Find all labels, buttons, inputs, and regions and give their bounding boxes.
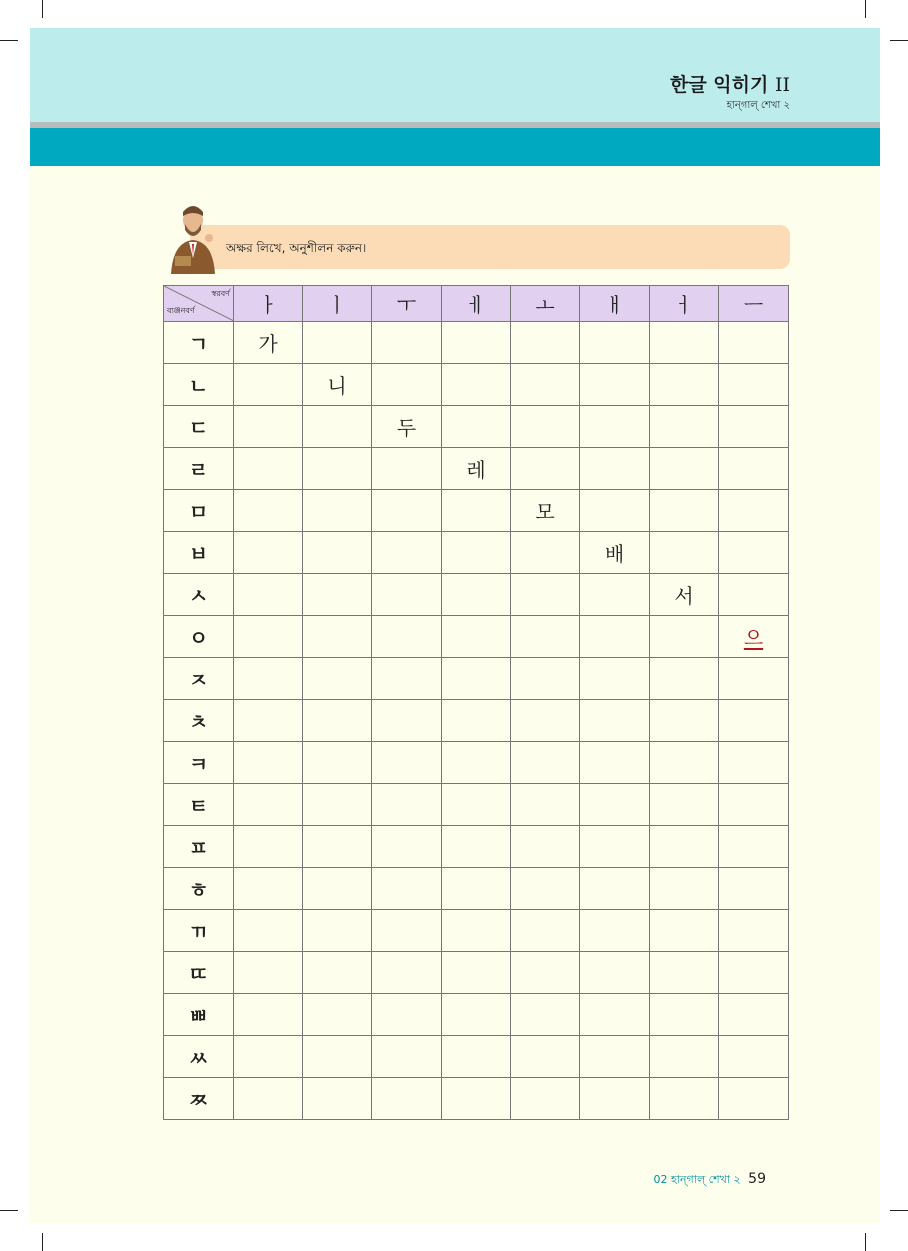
practice-cell[interactable] (580, 742, 650, 784)
practice-cell[interactable] (719, 322, 789, 364)
practice-cell[interactable] (372, 448, 442, 490)
table-row (164, 490, 789, 532)
consonant-cell: ㅉ (164, 1078, 234, 1120)
vowel-header-cell: ㅗ (511, 286, 580, 322)
header-band (30, 28, 880, 122)
section-band (30, 128, 880, 166)
practice-grid (163, 285, 789, 1120)
practice-cell[interactable] (234, 616, 303, 658)
table-row (164, 532, 789, 574)
practice-cell[interactable] (303, 1036, 372, 1078)
practice-cell[interactable] (372, 658, 442, 700)
practice-cell[interactable] (580, 700, 650, 742)
practice-cell[interactable] (303, 784, 372, 826)
practice-cell[interactable] (650, 742, 719, 784)
consonant-cell: ㅋ (164, 742, 234, 784)
practice-cell[interactable] (719, 784, 789, 826)
practice-cell[interactable] (303, 448, 372, 490)
practice-cell[interactable] (303, 868, 372, 910)
practice-cell[interactable] (580, 868, 650, 910)
practice-cell[interactable] (650, 658, 719, 700)
table-row (164, 826, 789, 868)
consonant-cell: ㅍ (164, 826, 234, 868)
practice-cell[interactable] (234, 658, 303, 700)
practice-cell[interactable] (511, 952, 580, 994)
table-row (164, 616, 789, 658)
practice-cell[interactable] (650, 784, 719, 826)
consonant-cell: ㄷ (164, 406, 234, 448)
practice-cell[interactable] (650, 1078, 719, 1120)
practice-cell[interactable] (511, 616, 580, 658)
practice-cell[interactable] (303, 742, 372, 784)
practice-cell[interactable] (650, 322, 719, 364)
practice-cell[interactable] (511, 658, 580, 700)
practice-cell[interactable] (234, 910, 303, 952)
practice-cell[interactable] (234, 574, 303, 616)
practice-cell[interactable] (650, 700, 719, 742)
consonant-cell: ㅃ (164, 994, 234, 1036)
table-row (164, 658, 789, 700)
practice-cell[interactable] (234, 952, 303, 994)
vowel-header-cell: ㅡ (719, 286, 789, 322)
practice-cell[interactable] (650, 448, 719, 490)
practice-cell[interactable] (303, 1078, 372, 1120)
practice-cell[interactable] (442, 448, 511, 490)
consonant-cell: ㄲ (164, 910, 234, 952)
consonant-cell: ㅌ (164, 784, 234, 826)
practice-cell[interactable] (719, 364, 789, 406)
practice-cell[interactable] (303, 616, 372, 658)
practice-cell[interactable] (719, 742, 789, 784)
practice-cell[interactable] (372, 784, 442, 826)
page-footer (654, 1171, 766, 1190)
practice-cell[interactable] (303, 490, 372, 532)
practice-cell[interactable] (303, 532, 372, 574)
practice-cell[interactable] (719, 1078, 789, 1120)
practice-cell[interactable] (580, 1078, 650, 1120)
table-row (164, 1036, 789, 1078)
practice-cell[interactable] (719, 490, 789, 532)
practice-cell[interactable] (234, 994, 303, 1036)
practice-cell[interactable] (511, 322, 580, 364)
practice-cell[interactable] (511, 1078, 580, 1120)
crop-mark (42, 1233, 43, 1251)
practice-cell[interactable] (234, 868, 303, 910)
table-row (164, 742, 789, 784)
table-row (164, 952, 789, 994)
practice-cell[interactable] (234, 406, 303, 448)
practice-cell[interactable] (719, 1036, 789, 1078)
footer-section: 02 হান্গাল্ শেখা ২ (653, 1173, 741, 1186)
practice-cell[interactable] (511, 364, 580, 406)
practice-cell[interactable] (234, 1078, 303, 1120)
practice-cell[interactable] (719, 910, 789, 952)
crop-mark (0, 1210, 18, 1211)
practice-cell[interactable] (442, 826, 511, 868)
syllable-example: 모 (535, 500, 555, 524)
practice-cell[interactable] (580, 532, 650, 574)
vowel-header-cell: ㅔ (442, 286, 511, 322)
practice-cell[interactable] (580, 994, 650, 1036)
page-title-korean: 한글 익히기 (669, 74, 769, 96)
practice-cell[interactable] (442, 868, 511, 910)
practice-cell[interactable] (372, 364, 442, 406)
crop-mark (865, 0, 866, 18)
practice-cell[interactable] (372, 910, 442, 952)
practice-cell[interactable] (303, 406, 372, 448)
syllable-example: 니 (327, 374, 347, 398)
crop-mark (865, 1233, 866, 1251)
practice-cell[interactable] (442, 658, 511, 700)
practice-cell[interactable] (372, 994, 442, 1036)
practice-cell[interactable] (442, 700, 511, 742)
table-row (164, 1078, 789, 1120)
practice-cell[interactable] (511, 868, 580, 910)
practice-cell[interactable] (442, 364, 511, 406)
practice-cell[interactable] (580, 490, 650, 532)
practice-cell[interactable] (650, 532, 719, 574)
page-title-roman: II (774, 74, 790, 96)
consonant-cell: ㄹ (164, 448, 234, 490)
practice-cell[interactable] (442, 994, 511, 1036)
practice-cell[interactable] (719, 448, 789, 490)
consonant-cell: ㅎ (164, 868, 234, 910)
practice-cell[interactable] (719, 826, 789, 868)
practice-cell[interactable] (234, 700, 303, 742)
practice-cell[interactable] (303, 658, 372, 700)
syllable-example: 두 (396, 416, 417, 440)
practice-cell[interactable] (234, 826, 303, 868)
table-row (164, 448, 789, 490)
practice-cell[interactable] (650, 910, 719, 952)
practice-cell[interactable] (511, 700, 580, 742)
practice-cell[interactable] (372, 532, 442, 574)
syllable-example: 서 (674, 584, 694, 608)
practice-cell[interactable] (719, 952, 789, 994)
table-corner (164, 286, 234, 322)
consonant-cell: ㅇ (164, 616, 234, 658)
table-row (164, 784, 789, 826)
practice-cell[interactable] (442, 322, 511, 364)
practice-cell[interactable] (234, 364, 303, 406)
syllable-example: 으 (743, 626, 764, 650)
consonant-cell: ㄸ (164, 952, 234, 994)
practice-cell[interactable] (580, 406, 650, 448)
practice-cell[interactable] (650, 994, 719, 1036)
table-row (164, 364, 789, 406)
crop-mark (42, 0, 43, 18)
practice-cell[interactable] (372, 700, 442, 742)
practice-cell[interactable] (650, 364, 719, 406)
practice-cell[interactable] (511, 784, 580, 826)
practice-cell[interactable] (650, 406, 719, 448)
practice-cell[interactable] (580, 784, 650, 826)
consonant-cell: ㄱ (164, 322, 234, 364)
practice-cell[interactable] (580, 448, 650, 490)
table-row (164, 406, 789, 448)
practice-cell[interactable] (650, 868, 719, 910)
vowel-header-cell: ㅏ (234, 286, 303, 322)
practice-cell[interactable] (442, 406, 511, 448)
practice-cell[interactable] (372, 952, 442, 994)
practice-cell[interactable] (580, 952, 650, 994)
practice-cell[interactable] (580, 658, 650, 700)
practice-cell[interactable] (303, 322, 372, 364)
table-row (164, 322, 789, 364)
practice-cell[interactable] (719, 658, 789, 700)
practice-cell[interactable] (442, 490, 511, 532)
practice-cell[interactable] (372, 406, 442, 448)
practice-cell[interactable] (372, 1078, 442, 1120)
letter-table (163, 285, 789, 1120)
practice-cell[interactable] (442, 1036, 511, 1078)
crop-mark (0, 40, 18, 41)
practice-cell[interactable] (719, 994, 789, 1036)
practice-cell[interactable] (372, 490, 442, 532)
table-row (164, 574, 789, 616)
vowel-header-cell: ㅐ (580, 286, 650, 322)
practice-cell[interactable] (650, 574, 719, 616)
practice-cell[interactable] (303, 574, 372, 616)
practice-cell[interactable] (719, 868, 789, 910)
practice-cell[interactable] (372, 742, 442, 784)
practice-cell[interactable] (234, 322, 303, 364)
practice-cell[interactable] (303, 910, 372, 952)
practice-cell[interactable] (442, 742, 511, 784)
practice-cell[interactable] (511, 406, 580, 448)
practice-cell[interactable] (511, 910, 580, 952)
practice-cell[interactable] (442, 532, 511, 574)
practice-cell[interactable] (650, 490, 719, 532)
practice-cell[interactable] (650, 616, 719, 658)
practice-cell[interactable] (442, 574, 511, 616)
practice-cell[interactable] (511, 1036, 580, 1078)
practice-cell[interactable] (580, 322, 650, 364)
vowel-header-row (164, 286, 789, 322)
corner-vowel-label: স্বরবর্ণ (211, 289, 230, 298)
table-row (164, 910, 789, 952)
instruction-text: অক্ষর লিখে, অনুশীলন করুন। (226, 241, 367, 255)
table-row (164, 868, 789, 910)
practice-cell[interactable] (719, 700, 789, 742)
vowel-header-cell: ㅓ (650, 286, 719, 322)
practice-cell[interactable] (511, 574, 580, 616)
practice-cell[interactable] (580, 574, 650, 616)
practice-cell[interactable] (372, 322, 442, 364)
consonant-cell: ㄴ (164, 364, 234, 406)
page-title (670, 70, 790, 97)
practice-cell[interactable] (442, 784, 511, 826)
practice-cell[interactable] (303, 952, 372, 994)
practice-cell[interactable] (234, 1036, 303, 1078)
practice-cell[interactable] (303, 700, 372, 742)
practice-cell[interactable] (372, 868, 442, 910)
crop-mark (890, 1210, 908, 1211)
practice-cell[interactable] (372, 574, 442, 616)
practice-cell[interactable] (580, 364, 650, 406)
consonant-cell: ㅅ (164, 574, 234, 616)
practice-cell[interactable] (442, 910, 511, 952)
practice-cell[interactable] (372, 826, 442, 868)
syllable-example: 가 (258, 332, 278, 356)
practice-cell[interactable] (511, 448, 580, 490)
crop-mark (890, 40, 908, 41)
syllable-example: 레 (466, 458, 486, 482)
practice-cell[interactable] (442, 616, 511, 658)
grid-body (164, 322, 789, 1120)
practice-cell[interactable] (372, 616, 442, 658)
practice-cell[interactable] (234, 448, 303, 490)
page (30, 28, 880, 1223)
practice-cell[interactable] (372, 1036, 442, 1078)
practice-cell[interactable] (719, 406, 789, 448)
page-subtitle: হান্গাল্ শেখা ২ (726, 100, 790, 111)
practice-cell[interactable] (719, 532, 789, 574)
practice-cell[interactable] (303, 364, 372, 406)
practice-cell[interactable] (511, 826, 580, 868)
practice-cell[interactable] (719, 574, 789, 616)
practice-cell[interactable] (580, 826, 650, 868)
page-number: 59 (748, 1171, 766, 1187)
practice-cell[interactable] (511, 742, 580, 784)
practice-cell[interactable] (234, 784, 303, 826)
practice-cell[interactable] (511, 532, 580, 574)
practice-cell[interactable] (303, 826, 372, 868)
vowel-header-cell: ㅜ (372, 286, 442, 322)
consonant-cell: ㅈ (164, 658, 234, 700)
table-row (164, 994, 789, 1036)
practice-cell[interactable] (303, 994, 372, 1036)
consonant-cell: ㅆ (164, 1036, 234, 1078)
practice-cell[interactable] (234, 742, 303, 784)
practice-cell[interactable] (511, 490, 580, 532)
practice-cell[interactable] (650, 952, 719, 994)
corner-consonant-label: ব্যঞ্জনবর্ণ (167, 306, 195, 315)
syllable-example: 배 (604, 542, 625, 566)
practice-cell[interactable] (650, 826, 719, 868)
practice-cell[interactable] (650, 1036, 719, 1078)
consonant-cell: ㅁ (164, 490, 234, 532)
vowel-header-cell: ㅣ (303, 286, 372, 322)
practice-cell[interactable] (580, 1036, 650, 1078)
practice-cell[interactable] (442, 1078, 511, 1120)
table-row (164, 700, 789, 742)
consonant-cell: ㅊ (164, 700, 234, 742)
practice-cell[interactable] (511, 994, 580, 1036)
practice-cell[interactable] (580, 616, 650, 658)
practice-cell[interactable] (442, 952, 511, 994)
practice-cell[interactable] (234, 490, 303, 532)
practice-cell[interactable] (580, 910, 650, 952)
consonant-cell: ㅂ (164, 532, 234, 574)
practice-cell[interactable] (234, 532, 303, 574)
teacher-icon (163, 198, 223, 278)
practice-cell[interactable] (719, 616, 789, 658)
